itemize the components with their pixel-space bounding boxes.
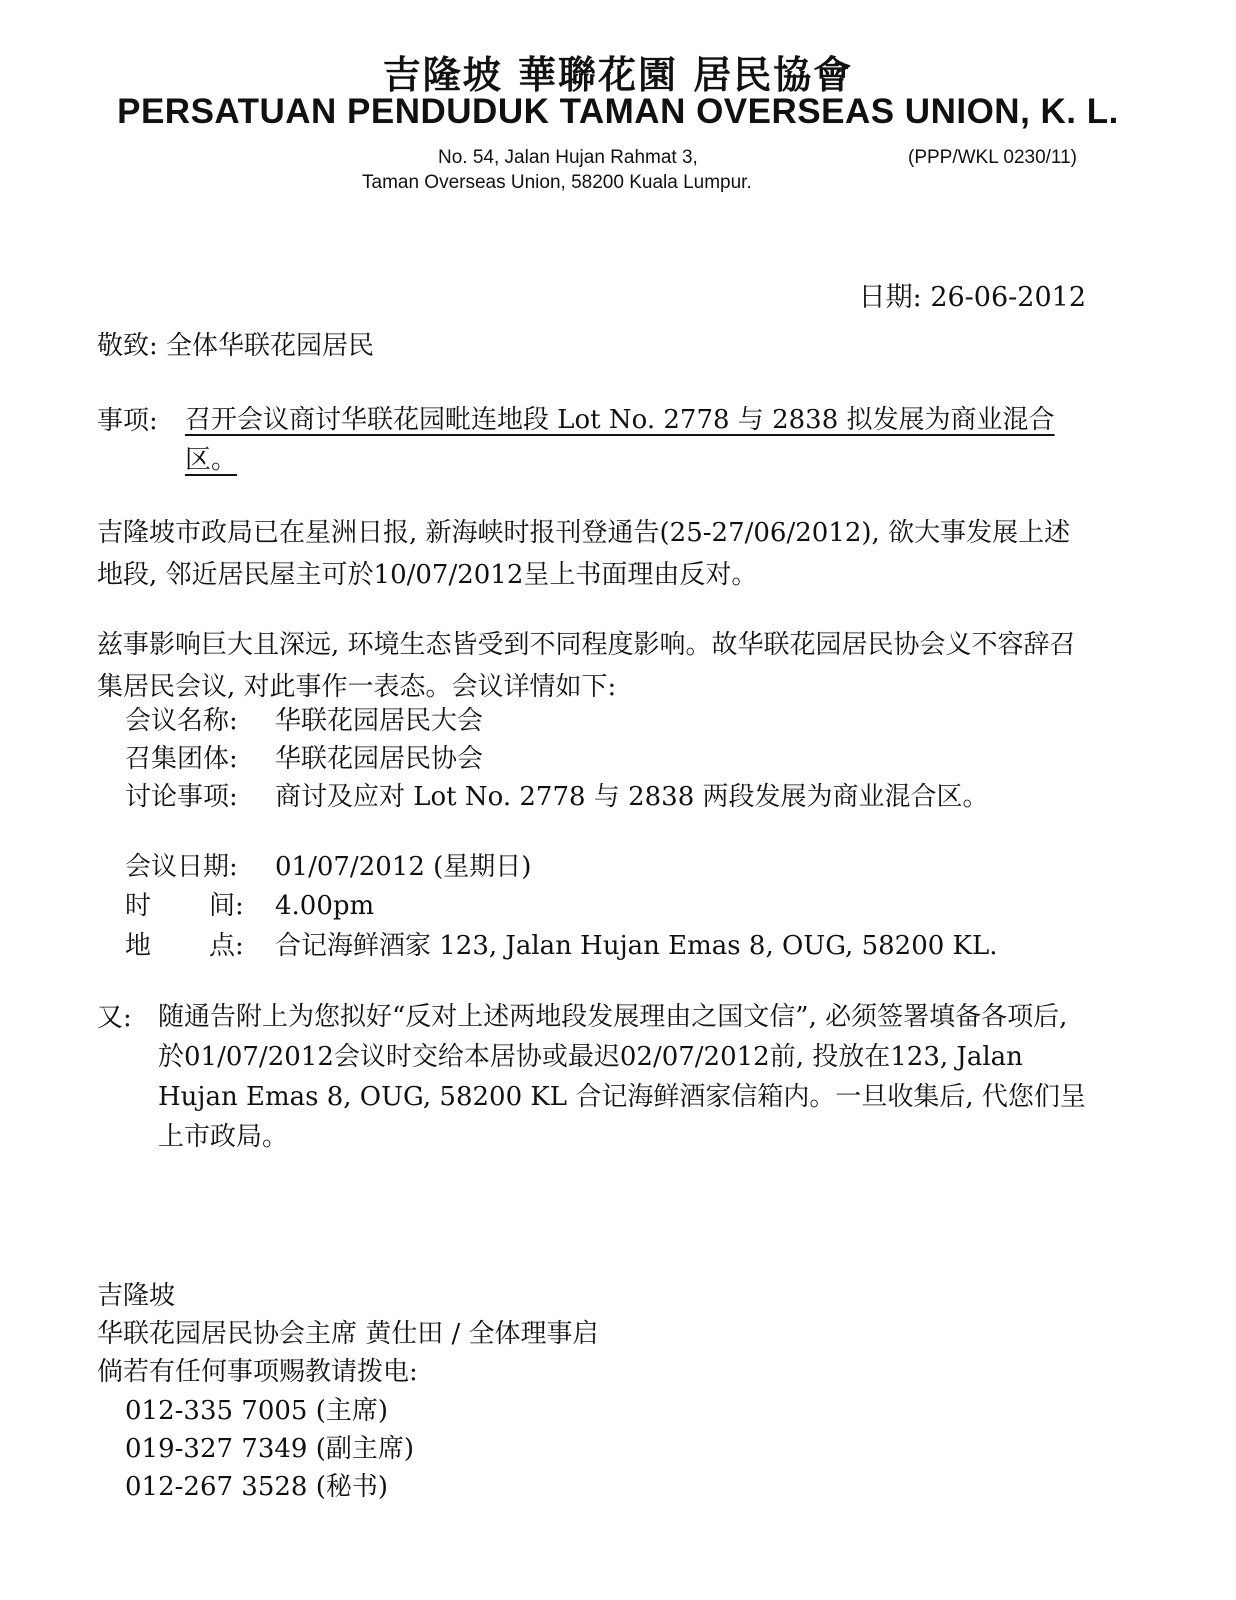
letter-date: 日期: 26-06-2012	[858, 282, 1086, 313]
meeting-venue-label-b: 点:	[209, 931, 244, 961]
note-label: 又:	[97, 1003, 132, 1033]
paragraph-meeting-intro: 兹事影响巨大且深远, 环境生态皆受到不同程度影响。故华联花园居民协会义不容辞召集居民会议, 对此事作一表态。会议详情如下:	[97, 630, 1076, 702]
subject-label: 事项:	[97, 406, 158, 436]
contact-phone-secretary: 012-267 3528 (秘书)	[125, 1472, 389, 1502]
meeting-date-value: 01/07/2012 (星期日)	[275, 852, 532, 882]
meeting-date-row	[125, 846, 531, 883]
contact-phone-chairman: 012-335 7005 (主席)	[125, 1396, 389, 1426]
registration-number: (PPP/WKL 0230/11)	[908, 147, 1077, 168]
meeting-venue-value: 合记海鲜酒家 123, Jalan Hujan Emas 8, OUG, 58200 KL.	[275, 931, 998, 961]
meeting-date-label: 会议日期:	[125, 852, 238, 882]
signature-city: 吉隆坡	[97, 1281, 176, 1311]
meeting-name-row	[125, 700, 483, 737]
meeting-topic-row	[125, 776, 989, 813]
note-text: 随通告附上为您拟好“反对上述两地段发展理由之国文信”, 必须签署填备各项后, 於01/07/2012会议时交给本居协或最迟02/07/2012前, 投放在123, Jalan Hujan Emas 8, OUG, 58200 KL 合记海鲜酒家信箱内。一旦收集后, 代您们呈上市政局。	[158, 1002, 1086, 1152]
meeting-time-label-a: 时	[125, 891, 174, 921]
recipient-line: 敬致: 全体华联花园居民	[97, 331, 375, 361]
meeting-venue-row	[125, 925, 998, 962]
address-line-2: Taman Overseas Union, 58200 Kuala Lumpur.	[362, 172, 752, 193]
paragraph-notice: 吉隆坡市政局已在星洲日报, 新海峡时报刊登通告(25-27/06/2012), 欲大事发展上述地段, 邻近居民屋主可於10/07/2012呈上书面理由反对。	[97, 518, 1071, 590]
address-line-1: No. 54, Jalan Hujan Rahmat 3,	[438, 147, 698, 168]
letterhead-title-chinese: 吉隆坡 華聯花園 居民協會	[382, 52, 854, 97]
meeting-name-value: 华联花园居民大会	[275, 706, 484, 736]
meeting-topic-value: 商讨及应对 Lot No. 2778 与 2838 两段发展为商业混合区。	[275, 782, 989, 812]
meeting-time-label-b: 间:	[209, 891, 244, 921]
signature-contact-intro: 倘若有任何事项赐教请拨电:	[97, 1357, 418, 1387]
meeting-name-label: 会议名称:	[125, 706, 238, 736]
contact-phone-vice-chairman: 019-327 7349 (副主席)	[125, 1434, 415, 1464]
signature-signed-by: 华联花园居民协会主席 黄仕田 / 全体理事启	[97, 1319, 599, 1349]
meeting-venue-label-a: 地	[125, 931, 174, 961]
meeting-organizer-label: 召集团体:	[125, 744, 238, 774]
meeting-organizer-value: 华联花园居民协会	[275, 744, 484, 774]
meeting-organizer-row	[125, 738, 483, 775]
subject-text: 召开会议商讨华联花园毗连地段 Lot No. 2778 与 2838 拟发展为商业混合区。	[185, 405, 1055, 475]
meeting-time-value: 4.00pm	[275, 891, 375, 921]
letterhead-title-malay: PERSATUAN PENDUDUK TAMAN OVERSEAS UNION, K. L.	[117, 92, 1119, 131]
meeting-time-row	[125, 885, 374, 922]
meeting-topic-label: 讨论事项:	[125, 782, 238, 812]
